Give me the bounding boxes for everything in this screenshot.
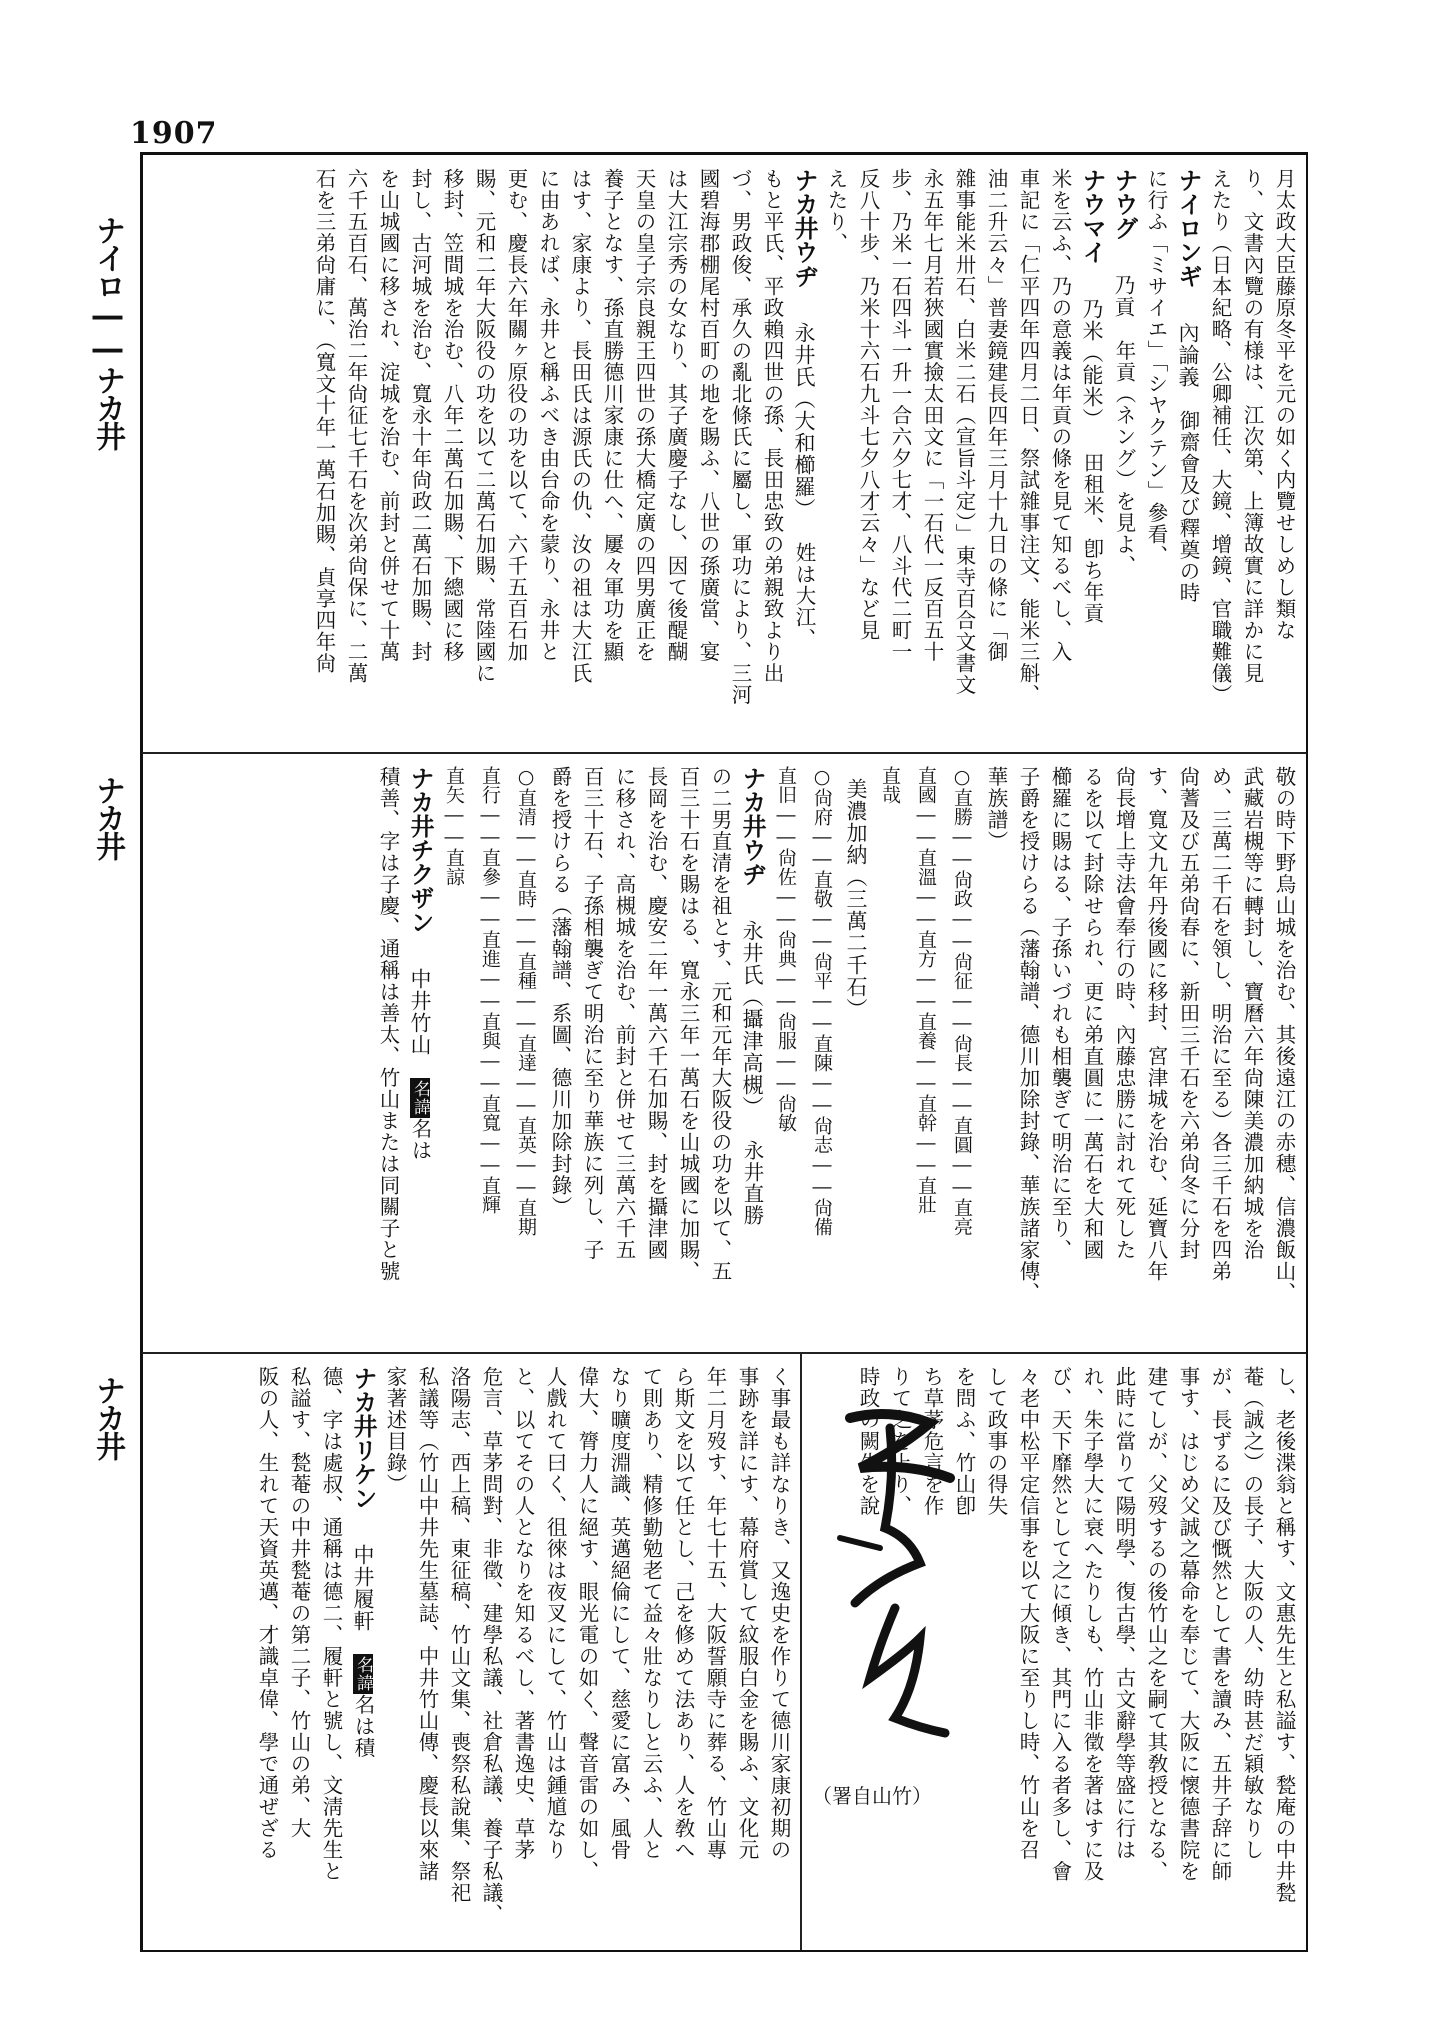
text-column [436, 766, 472, 1346]
entry-text: りて之を上り、 [888, 1366, 912, 1517]
text-column [372, 168, 404, 748]
text-column [443, 1366, 475, 1946]
text-column [763, 1366, 795, 1946]
entry-headword: ナカ井ウヂ [738, 766, 766, 886]
text-column [820, 168, 852, 748]
entry-text: 田租米、卽ち年貢 [1080, 452, 1104, 624]
entry-text: 華族譜） [984, 766, 1008, 852]
text-column [628, 168, 660, 748]
text-column [731, 1366, 763, 1946]
entry-text: 櫛羅に賜はる、子孫いづれも相襲ぎて明治に至り、 [1048, 766, 1072, 1261]
entry-text: 敬の時下野烏山城を治む、其後遠江の赤穗、信濃飯山、 [1272, 766, 1296, 1304]
entry-text: 爵を授けらる（藩翰譜、系圖、德川加除封錄） [548, 766, 572, 1218]
text-column [980, 168, 1012, 748]
text-column [1076, 1366, 1108, 1946]
text-column [283, 1366, 315, 1946]
name-badge: 名諱 [410, 1080, 430, 1116]
frame-right-rule [1306, 152, 1308, 1952]
text-column [347, 1366, 379, 1946]
entry-text: 時政の闕失を說 [856, 1366, 880, 1517]
text-column [1204, 168, 1236, 748]
entry-text: 長岡を治む、慶安二年一萬六千石加賜、封を攝津國 [644, 766, 668, 1261]
entry-text: 六千五百石、萬治二年尙征七千石を次弟尙保に、二萬 [344, 168, 368, 684]
entry-text: 御齋會及び釋奠の時 [1176, 410, 1200, 604]
text-column [692, 168, 724, 748]
text-column [1012, 168, 1044, 748]
entry-text: 移封、笠間城を治む、八年二萬石加賜、下總國に移 [440, 168, 464, 663]
text-column [1108, 168, 1140, 748]
entry-text: 人戲れて曰く、徂徠は夜叉にして、竹山は鍾馗なり [543, 1366, 567, 1861]
text-column [884, 168, 916, 748]
running-head-top: ナイロ――ナカ井 [90, 215, 125, 449]
text-column [379, 1366, 411, 1946]
entry-text: ち草茅危言を作 [920, 1366, 944, 1517]
entry-text: は大江宗秀の女なり、其子廣慶子なし、因て後醍醐 [664, 168, 688, 663]
entry-text: て則あり、精修勤勉老て益々壯なりしと云ふ、人と [639, 1366, 663, 1861]
text-column [980, 766, 1012, 1346]
entry-text: 封し、古河城を治む、寬永十年尙政二萬石加賜、封 [408, 168, 432, 663]
text-column [436, 168, 468, 748]
genealogy-line: 直行――直參――直進――直與――直寬――直輝 [479, 766, 501, 1214]
text-column [756, 168, 788, 748]
entry-text: 建てしが、父歿するの後竹山之を嗣て其敎授となる、 [1144, 1366, 1168, 1882]
entry-text: 私議等（竹山中井先生墓誌、中井竹山傳、慶長以來諸 [415, 1366, 439, 1882]
entry-kanji: 中井履軒 [351, 1544, 375, 1632]
entry-text: 步、乃米一石四斗一升一合六夕七才、八斗代二町一 [888, 168, 912, 663]
divider-lower-vertical [800, 1352, 802, 1950]
entry-text: を問ふ、竹山卽 [952, 1366, 976, 1517]
entry-text: なり曠度淵識、英邁絕倫にして、慈愛に富み、風骨 [607, 1366, 631, 1861]
entry-text: め、三萬二千石を領し、明治に至る）各三千石を四弟 [1208, 766, 1232, 1282]
text-column [660, 168, 692, 748]
entry-kanji: 永井氏（大和櫛羅） [792, 322, 816, 520]
entry-text: 名は [408, 1118, 432, 1161]
entry-text: 賜、元和二年大阪役の功を以て二萬石加賜、常陸國に [472, 168, 496, 684]
entry-text: えたり、 [824, 168, 848, 254]
genealogy-line: 直旧――尙佐――尙典――尙服――尙敏 [775, 766, 797, 1132]
entry-text: が、長ずるに及び慨然として書を讀み、五井子辞に師 [1208, 1366, 1232, 1882]
entry-text: 偉大、膂力人に絕す、眼光電の如く、聲音雷の如し、 [575, 1366, 599, 1882]
text-column [699, 1366, 731, 1946]
text-column [596, 168, 628, 748]
calligraphy-caption: （署自山竹） [812, 1784, 932, 1808]
text-column [1140, 766, 1172, 1346]
entry-text: 名は積 [351, 1694, 375, 1759]
entry-text: り、文書內覽の有様は、江次第、上簿故實に詳かに見 [1240, 168, 1264, 684]
frame-left-rule [140, 152, 143, 1952]
text-column [308, 168, 340, 748]
text-column [564, 168, 596, 748]
text-column [944, 766, 980, 1346]
page-number: 1907 [130, 116, 218, 151]
entry-text: 百三十石を賜はる、寬永三年一萬石を山城國に加賜、 [676, 766, 700, 1282]
text-column [1172, 168, 1204, 748]
text-column [1076, 766, 1108, 1346]
text-column [980, 1366, 1012, 1946]
entry-text: 事跡を詳にす、幕府賞して紋服白金を賜ふ、文化元 [735, 1366, 759, 1861]
text-column [508, 766, 544, 1346]
frame-bottom-rule [140, 1950, 1306, 1952]
entry-text: 年二月歿す、年七十五、大阪誓願寺に葬る、竹山專 [703, 1366, 727, 1861]
genealogy-line: ○直勝――尙政――尙征――尙長――直圓――直亮 [951, 766, 973, 1236]
entry-text: 此時に當りて陽明學、復古學、古文辭學等盛に行は [1112, 1366, 1136, 1861]
entry-text: づ、男政俊、承久の亂北條氏に屬し、軍功により、三河 [728, 168, 752, 706]
entry-text: 雜事能米卅石、白米二石（宣旨斗定）」東寺百合文書文 [952, 168, 976, 696]
entry-text: 子爵を授けらる（藩翰譜、德川加除封錄、華族諸家傳、 [1016, 766, 1040, 1304]
entry-text: えたり（日本紀略、公卿補任、大鏡、增鏡、官職難儀） [1208, 168, 1232, 706]
text-column [1012, 1366, 1044, 1946]
genealogy-line: 直國――直溫――直方――直養――直幹――直壯 [915, 766, 937, 1214]
text-column [916, 168, 948, 748]
entry-text: ら斯文を以て任とし、己を修めて法あり、人を敎へ [671, 1366, 695, 1861]
entry-text: を山城國に移され、淀城を治む、前封と併せて十萬 [376, 168, 400, 663]
entry-text: 國碧海郡棚尾村百町の地を賜ふ、八世の孫廣當、宴 [696, 168, 720, 663]
entry-headword: ナイロンギ [1174, 168, 1202, 288]
text-column [251, 1366, 283, 1946]
entry-text: 私謚す、甃菴の中井甃菴の第二子、竹山の弟、大 [287, 1366, 311, 1839]
entry-text: し、老後渫翁と稱す、文惠先生と私謚す、甃庵の中井甃 [1272, 1366, 1296, 1904]
text-column [724, 168, 756, 748]
entry-text: 永井直勝 [740, 1140, 764, 1226]
text-column [576, 766, 608, 1346]
entry-text: す、寬文九年丹後國に移封、宮津城を治む、延寶八年 [1144, 766, 1168, 1282]
text-column [908, 766, 944, 1346]
text-column [1044, 168, 1076, 748]
entry-text: るを以て封除せられ、更に弟直圓に一萬石を大和國 [1080, 766, 1104, 1261]
entry-headword: ナウマイ [1078, 168, 1106, 264]
text-column [1076, 168, 1108, 748]
text-column [788, 168, 820, 748]
text-column [852, 168, 884, 748]
text-column [1268, 1366, 1300, 1946]
entry-kanji: 乃貢 [1112, 274, 1136, 318]
running-head-middle: ナカ井 [90, 775, 125, 859]
text-column [948, 168, 980, 748]
text-column [1012, 766, 1044, 1346]
text-column [404, 766, 436, 1346]
text-column [1268, 168, 1300, 748]
entry-kanji: 中井竹山 [408, 968, 432, 1056]
text-column [404, 168, 436, 748]
text-column [1236, 168, 1268, 748]
text-column [1044, 766, 1076, 1346]
entry-text: 積善、字は子慶、通稱は善太、竹山または同關子と號 [376, 766, 400, 1282]
section-middle [150, 766, 1300, 1346]
entry-text: 洛陽志、西上稿、東征稿、竹山文集、喪祭私說集、祭祀 [447, 1366, 471, 1904]
entry-headword: ナカ井ウヂ [790, 168, 818, 288]
entry-text: 百三十石、子孫相襲ぎて明治に至り華族に列し、子 [580, 766, 604, 1261]
entry-text: 家著述目錄） [383, 1366, 407, 1495]
entry-text: 車記に「仁平四年四月二日、祭試雜事注文、能米三斛、 [1016, 168, 1040, 706]
entry-text: 永五年七月若狹國實撿太田文に「一石代一反百五十 [920, 168, 944, 663]
text-column [1108, 766, 1140, 1346]
entry-text: 月太政大臣藤原冬平を元の如く内覽せしめし類な [1272, 168, 1296, 641]
genealogy-line: 直矢――直諒 [443, 766, 465, 886]
divider-upper [142, 752, 1306, 754]
text-column [667, 1366, 699, 1946]
entry-text: 米を云ふ、乃の意義は年貢の條を見て知るべし、入 [1048, 168, 1072, 663]
frame-top-rule [140, 152, 1306, 155]
entry-text: に行ふ「ミサイエ」「シヤクテン」參看、 [1144, 168, 1168, 567]
text-column [372, 766, 404, 1346]
entry-text: に由あれば、永井と稱ふべき由台命を蒙り、永井と [536, 168, 560, 663]
divider-lower [142, 1352, 1306, 1354]
text-column [1204, 766, 1236, 1346]
entry-headword: ナカ井リケン [349, 1366, 377, 1510]
text-column [1044, 1366, 1076, 1946]
text-column [475, 1366, 507, 1946]
entry-headword: ナカ井チクザン [406, 766, 434, 934]
text-column [1172, 1366, 1204, 1946]
text-column [704, 766, 736, 1346]
text-column [1204, 1366, 1236, 1946]
text-column [539, 1366, 571, 1946]
entry-text: 德、字は處叔、通稱は德二、履軒と號し、文淸先生と [319, 1366, 343, 1882]
text-column [736, 766, 768, 1346]
text-column [1140, 1366, 1172, 1946]
entry-text: く事最も詳なりき、又逸史を作りて德川家康初期の [767, 1366, 791, 1861]
text-column [315, 1366, 347, 1946]
entry-text: れ、朱子學大に衰へたりしも、竹山非徵を著はすに及 [1080, 1366, 1104, 1882]
entry-text: 反八十步、乃米十六石九斗七夕八才云々」など見 [856, 168, 880, 641]
entry-text: もと平氏、平政賴四世の孫、長田忠致の弟親致より出 [760, 168, 784, 684]
text-column [507, 1366, 539, 1946]
text-column [411, 1366, 443, 1946]
entry-text: 尙長增上寺法會奉行の時、內藤忠勝に討れて死した [1112, 766, 1136, 1261]
text-column [1140, 168, 1172, 748]
section-upper [150, 168, 1300, 748]
entry-kanji: 永井氏（攝津高槻） [740, 920, 764, 1118]
genealogy-line: ○直清――直時――直種――直達――直英――直期 [515, 766, 537, 1236]
text-column [1108, 1366, 1140, 1946]
entry-text: 菴（誠之）の長子、大阪の人、幼時甚だ穎敏なりし [1240, 1366, 1264, 1861]
text-column [608, 766, 640, 1346]
entry-text: 事す、はじめ父誠之幕命を奉じて、大阪に懷德書院を [1176, 1366, 1200, 1882]
entry-text: と、以てその人となりを知るべし、著書逸史、草茅 [511, 1366, 535, 1861]
entry-text: 姓は大江、 [792, 542, 816, 650]
name-badge: 名諱 [353, 1656, 373, 1692]
entry-text: 年貢（ネング）を見よ、 [1112, 340, 1136, 577]
text-column [340, 168, 372, 748]
entry-text: 阪の人、生れて天資英邁、才識卓偉、學で通ぜざる [255, 1366, 279, 1861]
text-column [472, 766, 508, 1346]
text-column [1268, 766, 1300, 1346]
text-column [872, 766, 908, 1346]
entry-text: び、天下靡然として之に傾き、其門に入る者多し、會 [1048, 1366, 1072, 1882]
entry-text: 石を三弟尙庸に、（寬文十年一萬石加賜、貞享四年尙 [312, 168, 336, 674]
text-column [804, 766, 840, 1346]
entry-text: 危言、草茅問對、非徵、建學私議、社倉私議、養子私議、 [479, 1366, 503, 1925]
text-column [544, 766, 576, 1346]
entry-text: 天皇の皇子宗良親王四世の孫大橋定廣の四男廣正を [632, 168, 656, 663]
entry-text: はす、家康より、長田氏は源氏の仇、汝の祖は大江氏 [568, 168, 592, 684]
entry-kanji: 乃米（能米） [1080, 298, 1104, 430]
entry-text: 養子となす、孫直勝德川家康に仕へ、屢々軍功を顯 [600, 168, 624, 663]
entry-kanji: 美濃加納（三萬二千石） [844, 778, 868, 1020]
text-column [1236, 1366, 1268, 1946]
text-column [500, 168, 532, 748]
text-column [1172, 766, 1204, 1346]
running-head-bottom: ナカ井 [90, 1375, 125, 1459]
entry-text: 更む、慶長六年關ヶ原役の功を以て、六千五百石加 [504, 168, 528, 663]
section-lower-left [150, 1366, 795, 1946]
text-column [468, 168, 500, 748]
entry-headword: ナウグ [1110, 168, 1138, 240]
text-column [532, 168, 564, 748]
text-column [840, 766, 872, 1346]
text-column [672, 766, 704, 1346]
calligraphy-signature [820, 1388, 970, 1758]
entry-text: の二男直清を祖とす、元和元年大阪役の功を以て、五 [708, 766, 732, 1282]
text-column [768, 766, 804, 1346]
text-column [571, 1366, 603, 1946]
text-column [1236, 766, 1268, 1346]
entry-text: して政事の得失 [984, 1366, 1008, 1517]
text-column [603, 1366, 635, 1946]
entry-text: 尙蓍及び五弟尙春に、新田三千石を六弟尙冬に分封 [1176, 766, 1200, 1261]
entry-text: 油二升云々」普妻鏡建長四年三月十九日の條に「御 [984, 168, 1008, 663]
text-column [640, 766, 672, 1346]
entry-text: に移され、高槻城を治む、前封と併せて三萬六千五 [612, 766, 636, 1261]
entry-kanji: 內論義 [1176, 322, 1200, 388]
genealogy-line: ○尙府――直敬――尙平――直陳――尙志――尙備 [811, 766, 833, 1236]
text-column [635, 1366, 667, 1946]
genealogy-line: 直哉 [879, 766, 901, 804]
entry-text: 々老中松平定信事を以て大阪に至りし時、竹山を召 [1016, 1366, 1040, 1861]
entry-text: 武藏岩槻等に轉封し、寶曆六年尙陳美濃加納城を治 [1240, 766, 1264, 1261]
